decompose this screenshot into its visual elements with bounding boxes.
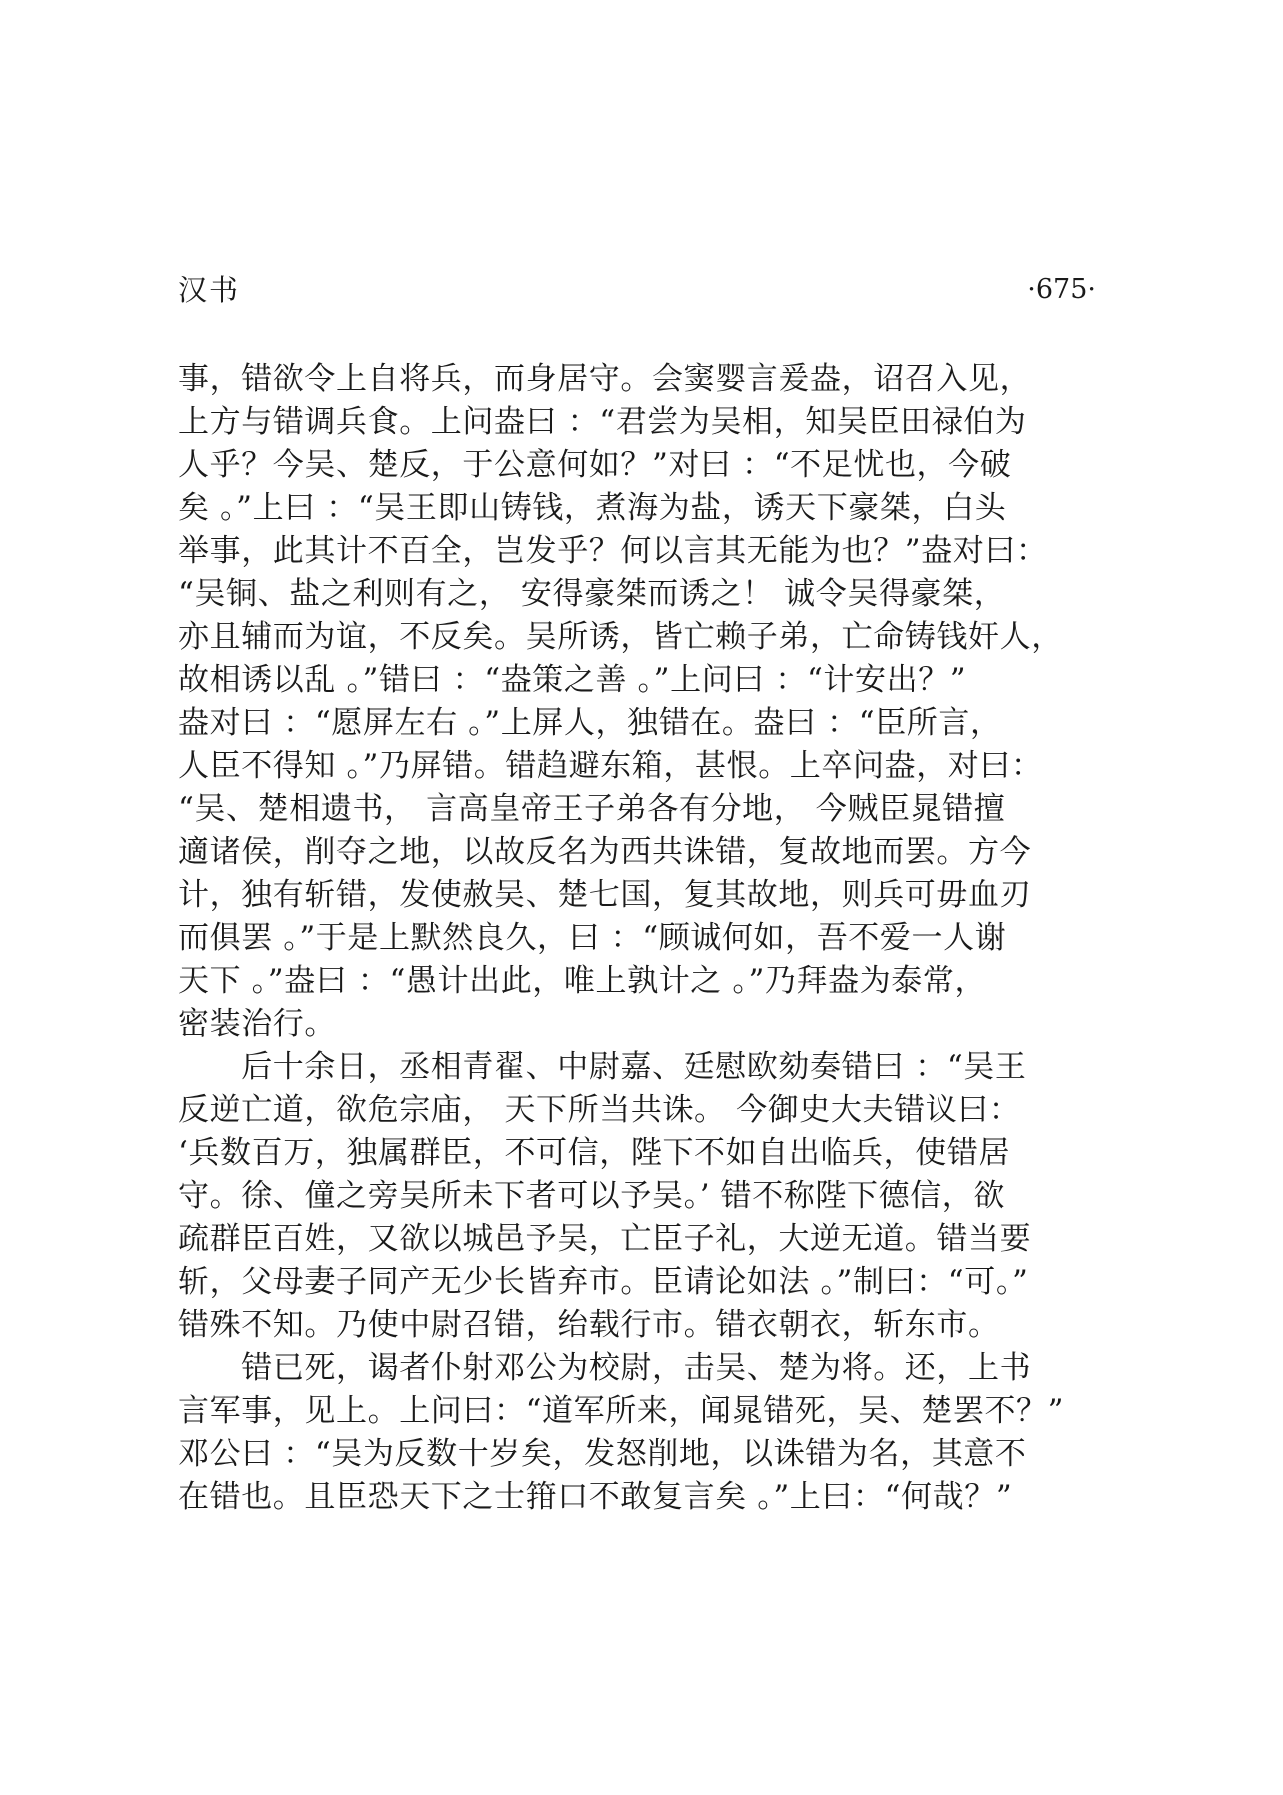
text-line: 疏群臣百姓，又欲以城邑予吴，亡臣子礼，大逆无道。错当要 [178, 1221, 1032, 1257]
book-title: 汉书 [178, 273, 241, 307]
text-line: 密装治行。 [178, 1006, 336, 1042]
text-line: 计，独有斩错，发使赦吴、楚七国，复其故地，则兵可毋血刃 [178, 877, 1032, 913]
body-text [178, 358, 1118, 1519]
text-line: 言军事，见上。上问曰：“道军所来，闻晁错死，吴、楚罢不？” [178, 1393, 1065, 1429]
text-line: 適诸侯，削夺之地，以故反名为西共诛错，复故地而罢。方今 [178, 834, 1032, 870]
text-line: “吴、楚相遗书， 言高皇帝王子弟各有分地， 今贼臣晁错擅 [178, 791, 1006, 827]
page-number: ·675· [1027, 274, 1096, 305]
text-line: 错已死，谒者仆射邓公为校尉，击吴、楚为将。还，上书 [178, 1350, 1032, 1386]
text-line: 守。徐、僮之旁吴所未下者可以予吴。’ 错不称陛下德信，欲 [178, 1178, 1006, 1214]
text-line: 故相诱以乱 。”错曰 ：“盎策之善 。”上问曰 ：“计安出？” [178, 662, 967, 698]
text-line: 人乎？今吴、楚反，于公意何如？”对曰 ：“不足忧也，今破 [178, 447, 1012, 483]
text-line: 斩，父母妻子同产无少长皆弃市。臣请论如法 。”制曰：“可。” [178, 1264, 1029, 1300]
text-line: 而俱罢 。”于是上默然良久，曰 ：“顾诚何如，吾不爱一人谢 [178, 920, 1007, 956]
text-line: 盎对曰 ：“愿屏左右 。”上屏人，独错在。盎曰 ：“臣所言， [178, 705, 1002, 741]
text-line: 在错也。且臣恐天下之士箝口不敢复言矣 。”上曰：“何哉？” [178, 1479, 1013, 1515]
text-line: 反逆亡道，欲危宗庙， 天下所当共诛。 今御史大夫错议曰： [178, 1092, 1021, 1128]
text-line: “吴铜、盐之利则有之， 安得豪桀而诱之！ 诚令吴得豪桀， [178, 576, 1006, 612]
text-line: 人臣不得知 。”乃屏错。错趋避东箱，甚恨。上卒问盎，对曰： [178, 748, 1043, 784]
text-line: 举事，此其计不百全，岂发乎？何以言其无能为也？”盎对曰： [178, 533, 1048, 569]
text-line: 天下 。”盎曰 ：“愚计出此，唯上孰计之 。”乃拜盎为泰常， [178, 963, 987, 999]
text-line: ‘兵数百万，独属群臣，不可信，陛下不如自出临兵，使错居 [178, 1135, 1011, 1171]
text-line: 后十余日，丞相青翟、中尉嘉、廷慰欧劾奏错曰 ：“吴王 [178, 1049, 1027, 1085]
text-line: 上方与错调兵食。上问盎曰 ：“君尝为吴相，知吴臣田禄伯为 [178, 404, 1027, 440]
text-line: 矣 。”上曰 ：“吴王即山铸钱，煮海为盐，诱天下豪桀，白头 [178, 490, 1007, 526]
text-line: 邓公曰 ：“吴为反数十岁矣，发怒削地，以诛错为名，其意不 [178, 1436, 1027, 1472]
text-line: 事，错欲令上自将兵，而身居守。会窦婴言爰盎，诏召入见， [178, 361, 1032, 397]
text-line: 亦且辅而为谊，不反矣。吴所诱，皆亡赖子弟，亡命铸钱奸人， [178, 619, 1063, 655]
running-header [178, 268, 1096, 312]
text-line: 错殊不知。乃使中尉召错，绐载行市。错衣朝衣，斩东市。 [178, 1307, 1000, 1343]
